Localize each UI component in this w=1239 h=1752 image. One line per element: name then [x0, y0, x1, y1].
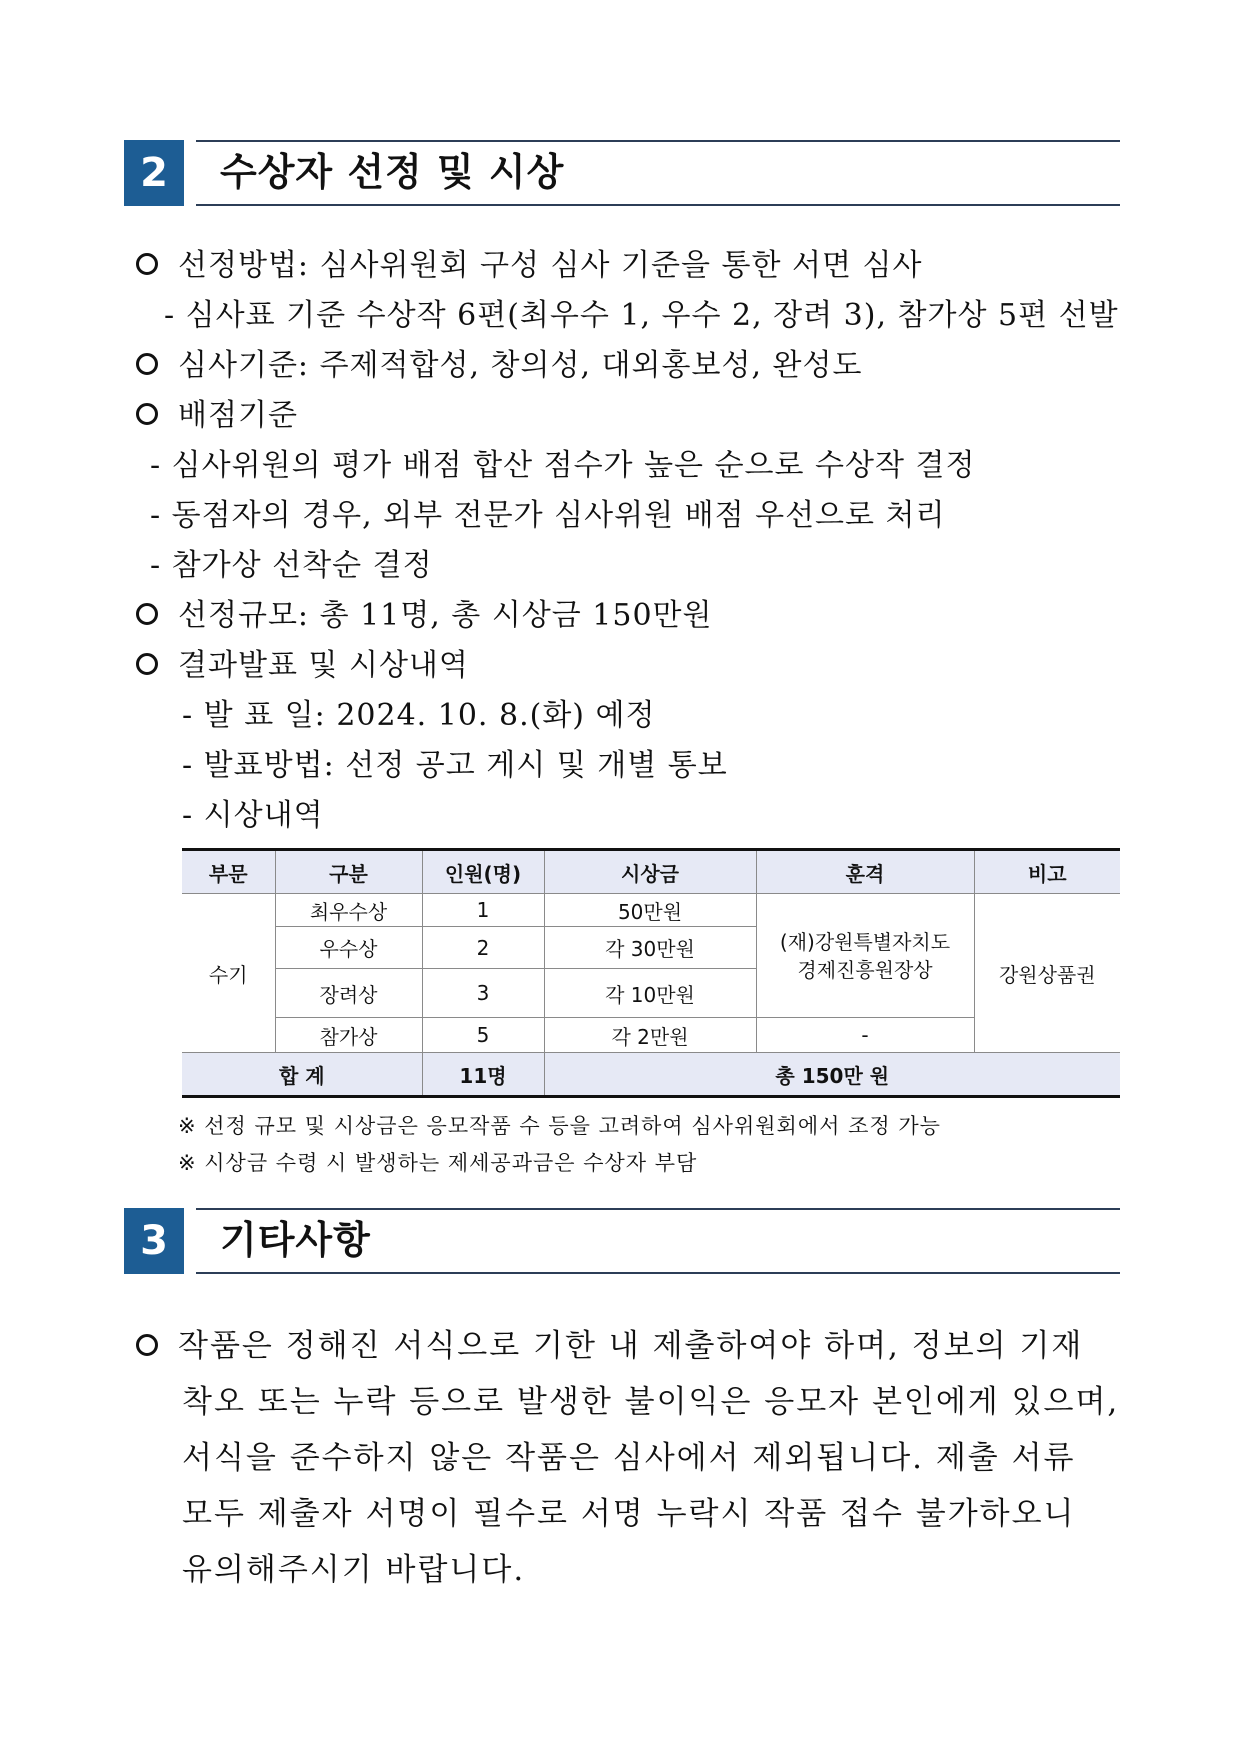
list-item	[136, 640, 469, 684]
list-item	[136, 1320, 1083, 1365]
award-prize: 각 30만원	[544, 927, 756, 969]
column-header: 비고	[974, 850, 1120, 894]
list-item	[136, 240, 922, 284]
footnote: ※ 시상금 수령 시 발생하는 제세공과금은 수상자 부담	[178, 1151, 698, 1175]
total-count: 11명	[422, 1053, 544, 1097]
award-count: 1	[422, 894, 544, 927]
list-item	[136, 340, 862, 384]
list-item-text: 작품은 정해진 서식으로 기한 내 제출하여야 하며, 정보의 기재	[178, 1328, 1084, 1364]
honor-cell: -	[756, 1018, 974, 1053]
total-label: 합 계	[182, 1053, 422, 1097]
award-count: 3	[422, 969, 544, 1018]
award-count: 5	[422, 1018, 544, 1053]
award-prize: 각 2만원	[544, 1018, 756, 1053]
category-cell: 수기	[182, 894, 275, 1053]
sub-list-item: - 동점자의 경우, 외부 전문가 심사위원 배점 우선으로 처리	[150, 498, 946, 533]
sub-list-item: - 참가상 선착순 결정	[150, 548, 433, 583]
sub-list-item: - 심사표 기준 수상작 6편(최우수 1, 우수 2, 장려 3), 참가상 5편 선발	[164, 298, 1119, 333]
list-item-text: 선정방법: 심사위원회 구성 심사 기준을 통한 서면 심사	[178, 248, 923, 283]
list-item	[136, 390, 298, 434]
honor-cell	[756, 894, 974, 1018]
paragraph-line: 모두 제출자 서명이 필수로 서명 누락시 작품 접수 불가하오니	[182, 1496, 1076, 1532]
section-title: 수상자 선정 및 시상	[220, 150, 565, 194]
section-3-header	[124, 1208, 1120, 1274]
paragraph-line: 유의해주시기 바랍니다.	[182, 1552, 526, 1588]
list-item-text: 선정규모: 총 11명, 총 시상금 150만원	[178, 598, 713, 633]
list-item	[136, 590, 713, 634]
column-header: 구분	[275, 850, 422, 894]
remark-cell: 강원상품권	[974, 894, 1120, 1053]
sub-list-item: - 발 표 일: 2024. 10. 8.(화) 예정	[182, 698, 656, 733]
footnote: ※ 선정 규모 및 시상금은 응모작품 수 등을 고려하여 심사위원회에서 조정 가능	[178, 1114, 941, 1138]
column-header: 부문	[182, 850, 275, 894]
award-prize: 각 10만원	[544, 969, 756, 1018]
total-prize: 총 150만 원	[544, 1053, 1120, 1097]
award-name: 최우수상	[275, 894, 422, 927]
section-title: 기타사항	[220, 1218, 371, 1262]
sub-list-item: - 발표방법: 선정 공고 게시 및 개별 통보	[182, 748, 728, 783]
sub-list-item: - 심사위원의 평가 배점 합산 점수가 높은 순으로 수상작 결정	[150, 448, 976, 483]
award-name: 참가상	[275, 1018, 422, 1053]
column-header: 인원(명)	[422, 850, 544, 894]
table-header-row	[182, 850, 1120, 894]
award-count: 2	[422, 927, 544, 969]
column-header: 훈격	[756, 850, 974, 894]
award-table	[182, 848, 1120, 1098]
section-number: 2	[124, 140, 184, 206]
sub-list-item: - 시상내역	[182, 798, 324, 833]
list-item-text: 심사기준: 주제적합성, 창의성, 대외홍보성, 완성도	[178, 348, 863, 383]
award-prize: 50만원	[544, 894, 756, 927]
circle-bullet-icon	[136, 653, 158, 675]
circle-bullet-icon	[136, 353, 158, 375]
circle-bullet-icon	[136, 603, 158, 625]
paragraph-line: 착오 또는 누락 등으로 발생한 불이익은 응모자 본인에게 있으며,	[182, 1384, 1120, 1420]
list-item-text: 결과발표 및 시상내역	[178, 648, 469, 683]
paragraph-line: 서식을 준수하지 않은 작품은 심사에서 제외됩니다. 제출 서류	[182, 1440, 1076, 1476]
circle-bullet-icon	[136, 403, 158, 425]
column-header: 시상금	[544, 850, 756, 894]
award-name: 우수상	[275, 927, 422, 969]
award-name: 장려상	[275, 969, 422, 1018]
honor-line: 경제진흥원장상	[797, 957, 933, 982]
circle-bullet-icon	[136, 253, 158, 275]
section-number: 3	[124, 1208, 184, 1274]
list-item-text: 배점기준	[178, 398, 298, 433]
section-2-header	[124, 140, 1120, 206]
circle-bullet-icon	[136, 1334, 158, 1356]
table-row	[182, 894, 1120, 927]
table-total-row	[182, 1053, 1120, 1097]
honor-line: (재)강원특별자치도	[779, 929, 951, 954]
